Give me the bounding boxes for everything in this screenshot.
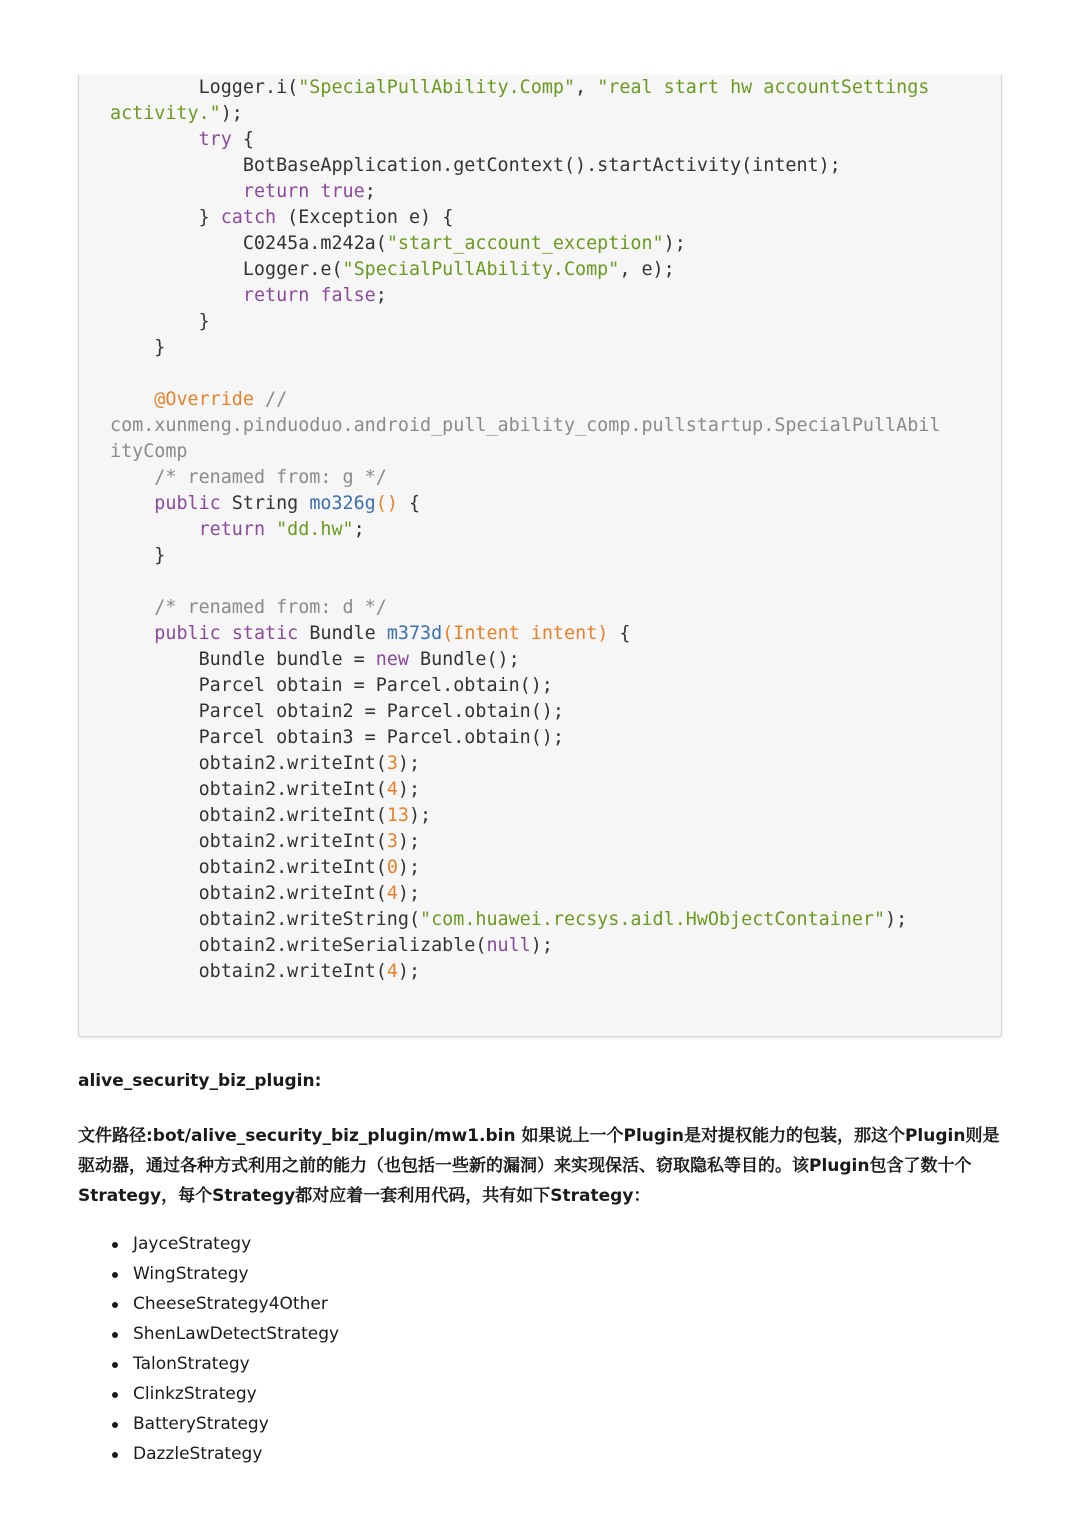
code-token: obtain2.writeInt( bbox=[110, 961, 387, 982]
code-token: ; bbox=[364, 181, 376, 202]
list-item bbox=[110, 1259, 339, 1289]
code-line bbox=[110, 543, 165, 569]
code-token bbox=[110, 285, 243, 306]
code-token: ); bbox=[408, 805, 432, 826]
code-token bbox=[254, 389, 265, 410]
code-token: 4 bbox=[386, 961, 398, 982]
code-line bbox=[110, 75, 929, 101]
code-token: return bbox=[242, 181, 310, 202]
code-token: obtain2.writeInt( bbox=[110, 857, 387, 878]
code-line bbox=[110, 439, 188, 465]
code-token: Parcel obtain3 = Parcel.obtain(); bbox=[110, 727, 564, 748]
code-token: ); bbox=[397, 883, 421, 904]
code-token bbox=[110, 493, 154, 514]
code-line bbox=[110, 517, 365, 543]
code-token: String bbox=[220, 493, 310, 514]
code-token: ); bbox=[397, 961, 421, 982]
code-token: obtain2.writeInt( bbox=[110, 831, 387, 852]
code-token: return bbox=[242, 285, 310, 306]
code-token: ); bbox=[885, 909, 908, 930]
code-token: BotBaseApplication.getContext().startActivity(intent); bbox=[110, 155, 841, 176]
code-line bbox=[110, 777, 420, 803]
code-token: static bbox=[231, 623, 299, 644]
code-token: "start_account_exception" bbox=[386, 233, 664, 254]
code-line bbox=[110, 153, 841, 179]
code-token: obtain2.writeInt( bbox=[110, 779, 387, 800]
code-token: ); bbox=[397, 831, 421, 852]
code-token: } bbox=[110, 311, 210, 332]
code-line bbox=[110, 881, 420, 907]
list-item-label: ClinkzStrategy bbox=[133, 1384, 257, 1404]
code-token: ityComp bbox=[110, 441, 188, 462]
code-token: "dd.hw" bbox=[276, 519, 354, 540]
code-line bbox=[110, 231, 686, 257]
code-token: } bbox=[110, 207, 221, 228]
code-token: "com.huawei.recsys.aidl.HwObjectContainer" bbox=[420, 909, 886, 930]
code-token: ; bbox=[375, 285, 387, 306]
code-line bbox=[110, 283, 387, 309]
code-token: { bbox=[231, 129, 254, 150]
code-token: , bbox=[575, 77, 598, 98]
code-line bbox=[110, 647, 520, 673]
code-line bbox=[110, 595, 387, 621]
code-token: "SpecialPullAbility.Comp" bbox=[342, 259, 620, 280]
code-line bbox=[110, 309, 210, 335]
code-token: ); bbox=[397, 857, 421, 878]
code-token: true bbox=[320, 181, 365, 202]
code-token: /* renamed from: d */ bbox=[154, 597, 387, 618]
list-item-label: ShenLawDetectStrategy bbox=[133, 1324, 340, 1344]
bullet-icon bbox=[112, 1242, 118, 1248]
code-line bbox=[110, 699, 564, 725]
code-token: } bbox=[110, 545, 166, 566]
code-line bbox=[110, 127, 254, 153]
code-line bbox=[110, 387, 287, 413]
code-token: return bbox=[198, 519, 266, 540]
list-item bbox=[110, 1409, 339, 1439]
code-token: C0245a.m242a( bbox=[110, 233, 387, 254]
list-item bbox=[110, 1349, 339, 1379]
code-token: @Override bbox=[154, 389, 254, 410]
list-item-label: CheeseStrategy4Other bbox=[133, 1294, 328, 1314]
list-item-label: WingStrategy bbox=[133, 1264, 249, 1284]
code-line bbox=[110, 725, 564, 751]
code-token: Bundle bundle = bbox=[110, 649, 376, 670]
list-item-label: BatteryStrategy bbox=[133, 1414, 269, 1434]
list-item bbox=[110, 1439, 339, 1469]
code-line bbox=[110, 751, 420, 777]
code-token: ; bbox=[353, 519, 365, 540]
list-item-label: TalonStrategy bbox=[133, 1354, 250, 1374]
code-token: m373d bbox=[386, 623, 443, 644]
code-line bbox=[110, 933, 553, 959]
code-token: obtain2.writeInt( bbox=[110, 753, 387, 774]
code-token: 3 bbox=[386, 753, 398, 774]
code-token: (Intent intent) bbox=[442, 623, 609, 644]
code-token bbox=[309, 285, 320, 306]
code-token: obtain2.writeSerializable( bbox=[110, 935, 487, 956]
strategy-list bbox=[110, 1229, 339, 1469]
code-token bbox=[110, 181, 243, 202]
code-line bbox=[110, 465, 387, 491]
code-token: ); bbox=[220, 103, 243, 124]
code-token: 4 bbox=[386, 883, 398, 904]
list-item bbox=[110, 1319, 339, 1349]
code-token: , e); bbox=[619, 259, 675, 280]
code-token: com.xunmeng.pinduoduo.android_pull_ability_comp.pullstartup.SpecialPullAbil bbox=[110, 415, 941, 436]
list-item-label: JayceStrategy bbox=[133, 1234, 252, 1254]
code-token: Parcel obtain2 = Parcel.obtain(); bbox=[110, 701, 564, 722]
code-token: // bbox=[265, 389, 288, 410]
code-token: Bundle bbox=[298, 623, 387, 644]
code-token: ); bbox=[663, 233, 686, 254]
code-line bbox=[110, 491, 420, 517]
code-token: obtain2.writeInt( bbox=[110, 883, 387, 904]
code-token: try bbox=[198, 129, 232, 150]
code-token: 13 bbox=[386, 805, 409, 826]
code-token bbox=[221, 623, 232, 644]
list-item bbox=[110, 1289, 339, 1319]
code-token: ); bbox=[397, 779, 421, 800]
code-line bbox=[110, 959, 420, 985]
code-token: obtain2.writeInt( bbox=[110, 805, 387, 826]
code-token: 3 bbox=[386, 831, 398, 852]
code-token: obtain2.writeString( bbox=[110, 909, 421, 930]
bullet-icon bbox=[112, 1422, 118, 1428]
code-token bbox=[110, 389, 154, 410]
code-line bbox=[110, 101, 243, 127]
code-line bbox=[110, 621, 630, 647]
code-token bbox=[110, 467, 154, 488]
code-token: public bbox=[154, 493, 221, 514]
bullet-icon bbox=[112, 1302, 118, 1308]
code-token: null bbox=[486, 935, 531, 956]
code-line bbox=[110, 907, 907, 933]
code-token: false bbox=[320, 285, 376, 306]
code-token bbox=[110, 623, 154, 644]
code-token: Parcel obtain = Parcel.obtain(); bbox=[110, 675, 553, 696]
code-line bbox=[110, 803, 431, 829]
code-token: public bbox=[154, 623, 221, 644]
section-heading: alive_security_biz_plugin: bbox=[78, 1071, 322, 1091]
code-line bbox=[110, 205, 453, 231]
code-token bbox=[110, 129, 199, 150]
bullet-icon bbox=[112, 1332, 118, 1338]
bullet-icon bbox=[112, 1272, 118, 1278]
code-line bbox=[110, 413, 940, 439]
code-token: "real start hw accountSettings bbox=[597, 77, 930, 98]
code-token: mo326g bbox=[309, 493, 376, 514]
code-line bbox=[110, 335, 165, 361]
list-item-label: DazzleStrategy bbox=[133, 1444, 263, 1464]
code-token: ); bbox=[397, 753, 421, 774]
code-token bbox=[110, 597, 154, 618]
code-token bbox=[265, 519, 276, 540]
code-token: Logger.i( bbox=[110, 77, 299, 98]
code-token: "SpecialPullAbility.Comp" bbox=[298, 77, 576, 98]
code-line bbox=[110, 855, 420, 881]
code-token: 0 bbox=[386, 857, 398, 878]
code-token: (Exception e) { bbox=[276, 207, 454, 228]
code-token: () bbox=[375, 493, 398, 514]
bullet-icon bbox=[112, 1392, 118, 1398]
code-token: Bundle(); bbox=[408, 649, 520, 670]
code-token: { bbox=[397, 493, 421, 514]
code-token: 4 bbox=[386, 779, 398, 800]
bullet-icon bbox=[112, 1362, 118, 1368]
code-line bbox=[110, 673, 553, 699]
code-token bbox=[309, 181, 320, 202]
code-line bbox=[110, 179, 376, 205]
code-token: catch bbox=[220, 207, 277, 228]
code-line bbox=[110, 829, 420, 855]
code-token: Logger.e( bbox=[110, 259, 343, 280]
list-item bbox=[110, 1379, 339, 1409]
bullet-icon bbox=[112, 1452, 118, 1458]
list-item bbox=[110, 1229, 339, 1259]
code-token: /* renamed from: g */ bbox=[154, 467, 387, 488]
code-token: new bbox=[375, 649, 409, 670]
code-token: } bbox=[110, 337, 166, 358]
code-token bbox=[110, 519, 199, 540]
code-token: ); bbox=[530, 935, 553, 956]
code-token: { bbox=[608, 623, 631, 644]
section-paragraph: 文件路径:bot/alive_security_biz_plugin/mw1.bin 如果说上一个Plugin是对提权能力的包装，那这个Plugin则是驱动器，通过各种方式利用之前的能力（也包括一些新的漏洞）来实现保活、窃取隐私等目的。该Plugin包含了数十个Strategy，每个Strategy都对应着一套利用代码，共有如下Strategy： bbox=[78, 1126, 1000, 1206]
code-token: activity." bbox=[110, 103, 221, 124]
code-line bbox=[110, 257, 675, 283]
